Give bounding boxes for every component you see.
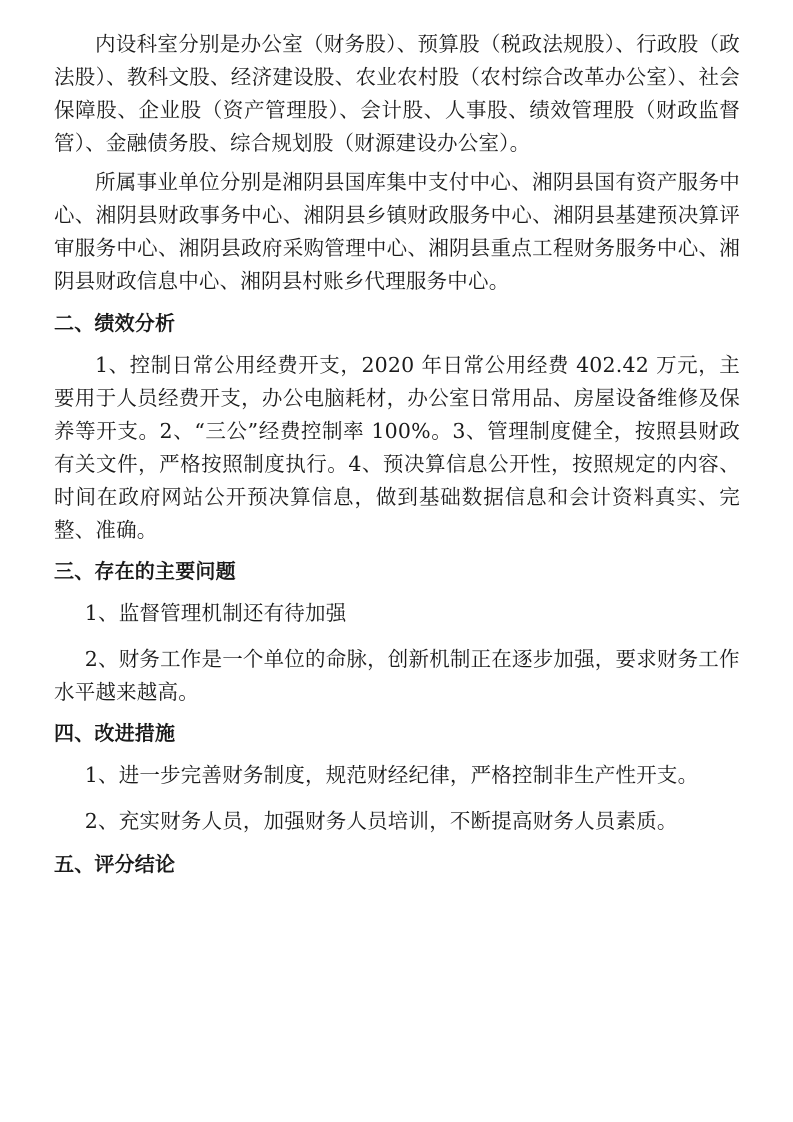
offices-paragraph: 内设科室分别是办公室（财务股）、预算股（税政法规股）、行政股（政法股）、教科文股、经济建设股、农业农村股（农村综合改革办公室）、社会保障股、企业股（资产管理股）、会计股、人事股、绩效管理股（财政监督管）、金融债务股、综合规划股（财源建设办公室）。 bbox=[54, 32, 740, 155]
conclusion-heading: 五、评分结论 bbox=[54, 852, 176, 876]
measure-item-2: 2、充实财务人员，加强财务人员培训，不断提高财务人员素质。 bbox=[84, 809, 678, 833]
problems-heading: 三、存在的主要问题 bbox=[54, 559, 236, 583]
units-paragraph: 所属事业单位分别是湘阴县国库集中支付中心、湘阴县国有资产服务中心、湘阴县财政事务中心、湘阴县乡镇财政服务中心、湘阴县基建预决算评审服务中心、湘阴县政府采购管理中心、湘阴县重点工程财务服务中心、湘阴县财政信息中心、湘阴县村账乡代理服务中心。 bbox=[54, 170, 740, 293]
measure-item-1: 1、进一步完善财务制度，规范财经纪律，严格控制非生产性开支。 bbox=[84, 763, 699, 787]
performance-paragraph: 1、控制日常公用经费开支，2020 年日常公用经费 402.42 万元，主要用于人员经费开支，办公电脑耗材，办公室日常用品、房屋设备维修及保养等开支。2、“三公”经费控制率 100%。3、管理制度健全，按照县财政有关文件，严格按照制度执行。4、预决算信息公开性，按照规定的内容、时间在政府网站公开预决算信息，做到基础数据信息和会计资料真实、完整、准确。 bbox=[54, 353, 740, 542]
problem-item-1: 1、监督管理机制还有待加强 bbox=[84, 601, 347, 625]
performance-heading: 二、绩效分析 bbox=[54, 311, 176, 335]
document-page bbox=[54, 28, 740, 890]
problem-item-2: 2、财务工作是一个单位的命脉，创新机制正在逐步加强，要求财务工作水平越来越高。 bbox=[54, 647, 740, 704]
measures-heading: 四、改进措施 bbox=[54, 721, 176, 745]
